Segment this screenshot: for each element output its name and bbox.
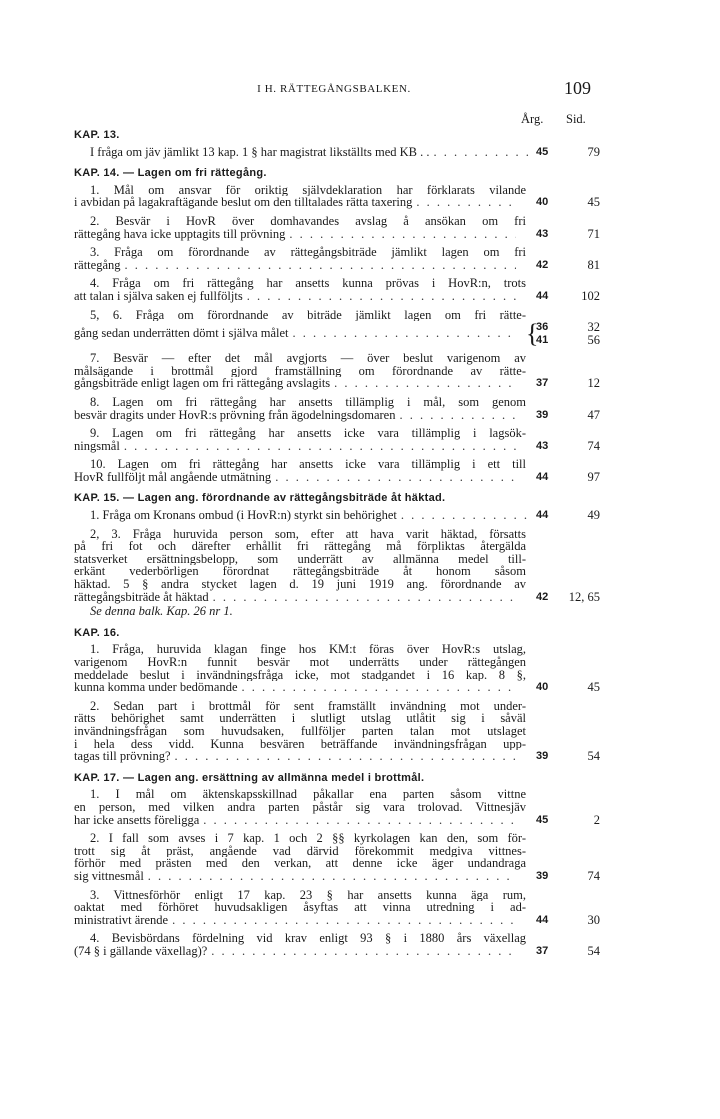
index-entry xyxy=(74,932,600,957)
leader-dots xyxy=(275,471,516,484)
entry-year: 37 xyxy=(536,377,549,390)
index-entry xyxy=(74,352,600,390)
entry-last-line xyxy=(74,146,536,159)
entry-line: HovR fullföljt mål angående utmätning xyxy=(74,469,272,484)
entry-page: 71 xyxy=(587,226,600,241)
entry-last-line xyxy=(74,914,520,927)
entry-last-row xyxy=(74,409,600,422)
entry-last-row xyxy=(74,681,600,694)
entry-line: ningsmål xyxy=(74,438,120,453)
entry-last-line xyxy=(74,945,520,958)
entry-year: 43 xyxy=(536,227,549,240)
chapter-heading: KAP. 13. xyxy=(74,129,120,141)
entry-line: en person, med vilken andra parten påstår sig vara trolovad. Vittnesjäv xyxy=(74,800,526,814)
entry-year: 41 xyxy=(536,333,549,346)
entry-page: 30 xyxy=(587,912,600,927)
entry-line: 1. Mål om ansvar för oriktig självdeklaration har förklarats vilande xyxy=(90,183,526,197)
entry-last-line xyxy=(74,814,520,827)
entry-year: 44 xyxy=(536,913,549,926)
entry-year: 44 xyxy=(536,470,549,483)
entry-line: 2, 3. Fråga huruvida person som, efter att hava varit häktad, försatts xyxy=(90,527,526,541)
entry-line: rättegång xyxy=(74,257,121,272)
entry-last-line xyxy=(74,196,520,209)
index-entry xyxy=(74,277,600,302)
leader-dots xyxy=(213,591,516,604)
index-entry xyxy=(74,889,600,927)
entry-year: 42 xyxy=(536,590,549,603)
entry-page: 74 xyxy=(587,438,600,453)
entry-last-row xyxy=(74,870,600,883)
entry-page: 32 xyxy=(587,320,600,335)
chapter-heading: KAP. 14. — Lagen om fri rättegång. xyxy=(74,167,267,180)
page-number: 109 xyxy=(564,78,591,98)
entry-line: 9. Lagen om fri rättegång har ansetts icke vara tillämplig i lagsök- xyxy=(90,427,526,440)
entry-last-line xyxy=(74,681,520,694)
leader-dots xyxy=(211,945,516,958)
leader-dots xyxy=(148,870,516,883)
entry-last-row xyxy=(74,509,600,522)
entry-last-row xyxy=(74,471,600,484)
entry-last-line xyxy=(74,290,520,303)
entry-page: 49 xyxy=(587,508,600,523)
index-entry xyxy=(74,396,600,421)
entry-year: 45 xyxy=(536,145,549,158)
entry-line: 2. Besvär i HovR över domhavandes avslag å ansökan om fri xyxy=(90,214,526,228)
entry-year: 40 xyxy=(536,681,549,694)
index-entry xyxy=(74,700,600,763)
index-entry xyxy=(74,788,600,826)
entry-page: 47 xyxy=(587,407,600,422)
entry-line: förhör med prästen med den verkan, att denne icke äger undandraga xyxy=(74,857,526,870)
entry-line: ministrativt ärende xyxy=(74,912,169,927)
leader-dots xyxy=(242,681,517,694)
entry-line: besvär dragits under HovR:s prövning från ägodelningsdomaren xyxy=(74,407,396,422)
entry-line: 1. Fråga, huruvida klagan finge hos KM:t föras över HovR:s utslag, xyxy=(90,643,526,656)
running-title: I H. RÄTTEGÅNGSBALKEN. xyxy=(257,83,411,95)
entry-line: 4. Bevisbördans fördelning vid krav enligt 93 § i 1880 års växellag xyxy=(90,932,526,945)
entry-line: statsverket ersättningsbelopp, som underrätt av allmänna medel till- xyxy=(74,552,526,566)
entry-year: 44 xyxy=(536,289,549,302)
brace-glyph: { xyxy=(526,319,539,349)
entry-line: gångsbiträde enligt lagen om fri rättegång avslagits xyxy=(74,376,331,391)
entry-last-line xyxy=(74,750,520,763)
entry-last-row xyxy=(74,945,600,958)
entry-page: 81 xyxy=(587,257,600,272)
leader-dots xyxy=(247,290,516,303)
entry-page: 56 xyxy=(587,332,600,347)
leader-dots xyxy=(124,440,516,453)
entry-last-line xyxy=(74,591,520,604)
entry-year: 43 xyxy=(536,439,549,452)
entry-page: 54 xyxy=(587,749,600,764)
index-entry xyxy=(74,832,600,882)
index-entry xyxy=(74,184,600,209)
entry-year: 45 xyxy=(536,813,549,826)
entry-line: rätts behörighet samt underrätten i slutligt utslag utlåtit sig i såväl xyxy=(74,712,526,725)
entry-line: 5, 6. Fråga om förordnande av biträde jämlikt lagen om fri rätte- xyxy=(90,308,526,322)
entry-line: 4. Fråga om fri rättegång har ansetts kunna prövas i HovR:n, trots xyxy=(90,277,526,290)
reference-row-2 xyxy=(74,334,600,347)
entry-line: rättegångsbiträde åt häktad xyxy=(74,589,209,604)
index-entry xyxy=(74,528,600,618)
entry-page: 45 xyxy=(587,195,600,210)
entry-line: kunna komma under bedömande xyxy=(74,680,238,695)
entry-line: trott sig åt präst, angående vad därvid förekommit medgiva vittnes- xyxy=(74,844,526,858)
entry-page: 45 xyxy=(587,680,600,695)
index-body xyxy=(74,125,600,963)
entry-page: 12 xyxy=(587,376,600,391)
entry-last-line xyxy=(74,509,536,522)
entry-line: I fråga om jäv jämlikt 13 kap. 1 § har magistrat likställts med KB . . xyxy=(90,144,430,159)
entry-year: 36 xyxy=(536,321,549,334)
entry-year: 44 xyxy=(536,509,549,522)
leader-dots xyxy=(399,409,516,422)
leader-dots xyxy=(334,377,516,390)
entry-line: på fri fot och därefter erhållit fri rättegång må förpliktas återgälda xyxy=(74,540,526,553)
leader-dots xyxy=(175,750,516,763)
entry-page: 79 xyxy=(587,144,600,159)
cross-reference-note: Se denna balk. Kap. 26 nr 1. xyxy=(90,604,233,619)
column-header-sid: Sid. xyxy=(566,112,586,126)
entry-line: 3. Vittnesförhör enligt 17 kap. 23 § har ansetts kunna äga rum, xyxy=(90,888,526,902)
entry-double-reference xyxy=(74,319,600,349)
entry-last-line xyxy=(74,870,520,883)
index-entry xyxy=(74,509,600,522)
entry-page: 54 xyxy=(587,943,600,958)
entry-page: 12, 65 xyxy=(568,589,600,604)
entry-last-line xyxy=(74,409,520,422)
entry-last-row xyxy=(74,440,600,453)
entry-page: 2 xyxy=(593,812,600,827)
entry-last-row xyxy=(74,914,600,927)
entry-line: att talan i själva saken ej fullföljts xyxy=(74,288,243,303)
entry-line: 10. Lagen om fri rättegång har ansetts icke vara tillämplig i ett till xyxy=(90,458,526,471)
entry-line: 2. Sedan part i brottmål för sent framställt invändning mot under- xyxy=(90,699,526,713)
leader-dots xyxy=(289,228,516,241)
leader-dots xyxy=(416,196,516,209)
entry-last-line xyxy=(74,377,520,390)
entry-line: varigenom HovR:n funnit besvär mot underrätts under rättegången xyxy=(74,656,526,669)
entry-line: 7. Besvär — efter det mål avgjorts — över beslut varigenom av xyxy=(90,352,526,365)
entry-page: 97 xyxy=(587,469,600,484)
entry-line: tagas till prövning? xyxy=(74,749,171,764)
entry-last-row xyxy=(74,259,600,272)
entry-year: 37 xyxy=(536,944,549,957)
leader-dots xyxy=(125,259,516,272)
reference-row-1 xyxy=(74,321,600,334)
entry-year: 39 xyxy=(536,408,549,421)
leader-dots xyxy=(172,914,516,927)
entry-last-line xyxy=(74,440,520,453)
entry-line: sig vittnesmål xyxy=(74,868,144,883)
entry-last-row xyxy=(74,814,600,827)
entry-last-row xyxy=(74,228,600,241)
leader-dots xyxy=(203,814,516,827)
chapter-heading: KAP. 16. xyxy=(74,626,120,639)
running-header xyxy=(74,80,594,100)
leader-dots xyxy=(434,146,532,159)
entry-line: 8. Lagen om fri rättegång har ansetts tillämplig i mål, som genom xyxy=(90,395,526,409)
entry-last-row xyxy=(74,290,600,303)
entry-line: 1. Fråga om Kronans ombud (i HovR:n) styrkt sin behörighet xyxy=(90,508,397,523)
index-entry xyxy=(74,246,600,271)
entry-line: invändningsfrågan som huvudsaken, fullföljer parten talan mot utslaget xyxy=(74,724,526,738)
index-entry xyxy=(74,427,600,452)
index-entry xyxy=(74,146,600,159)
entry-year: 40 xyxy=(536,196,549,209)
entry-line: erkänt vederbörligen förordnat rättegångsbiträde åt honom såsom xyxy=(74,565,526,579)
entry-last-line xyxy=(74,228,520,241)
entry-last-row xyxy=(74,146,600,159)
index-entry xyxy=(74,458,600,483)
entry-year: 42 xyxy=(536,258,549,271)
entry-year: 39 xyxy=(536,869,549,882)
entry-line: (74 § i gällande växellag)? xyxy=(74,943,208,958)
entry-line: har icke ansetts föreligga xyxy=(74,812,200,827)
entry-page: 74 xyxy=(587,868,600,883)
entry-last-row xyxy=(74,591,600,604)
entry-last-row xyxy=(74,750,600,763)
entry-line: rättegång hava icke upptagits till prövning xyxy=(74,226,286,241)
entry-line: i hela dess vidd. Kunna besvären beträffande invändningsfrågan upp- xyxy=(74,737,526,751)
entry-line: 3. Fråga om förordnande av rättegångsbiträde jämlikt lagen om fri xyxy=(90,246,526,259)
entry-line: 1. I mål om äktenskapsskillnad påkallar ena parten såsom vittne xyxy=(90,788,526,801)
chapter-heading: KAP. 15. — Lagen ang. förordnande av rättegångsbiträde åt häktad. xyxy=(74,492,446,505)
entry-page: 102 xyxy=(581,288,600,303)
entry-line: meddelade beslut i invändningsfråga icke, mot stadgandet i 16 kap. 8 §, xyxy=(74,668,526,682)
index-entry xyxy=(74,215,600,240)
chapter-heading: KAP. 17. — Lagen ang. ersättning av allmänna medel i brottmål. xyxy=(74,771,425,784)
entry-last-row xyxy=(74,196,600,209)
entry-line: målsägande i brottmål gjord framställning om förordnande av rätte- xyxy=(74,364,526,378)
column-header-arg: Årg. xyxy=(521,112,544,126)
entry-year: 39 xyxy=(536,750,549,763)
entry-last-row xyxy=(74,377,600,390)
entry-line: gång sedan underrätten dömt i själva målet xyxy=(74,326,289,341)
entry-last-line xyxy=(74,471,520,484)
entry-line: i avbidan på lagakraftägande beslut om den tilltalades rätta taxering xyxy=(74,195,413,210)
index-entry xyxy=(74,309,600,347)
entry-line: 2. I fall som avses i 7 kap. 1 och 2 §§ kyrkolagen kan den, som för- xyxy=(90,832,526,845)
entry-line: oaktat med förhöret huvudsakligen åsyftas att vinna utredning i ad- xyxy=(74,901,526,914)
leader-dots xyxy=(401,509,532,522)
entry-last-line xyxy=(74,259,520,272)
index-entry xyxy=(74,643,600,693)
entry-line: häktad. 5 § andra stycket lagen d. 19 juni 1919 ang. förordnande av xyxy=(74,578,526,591)
